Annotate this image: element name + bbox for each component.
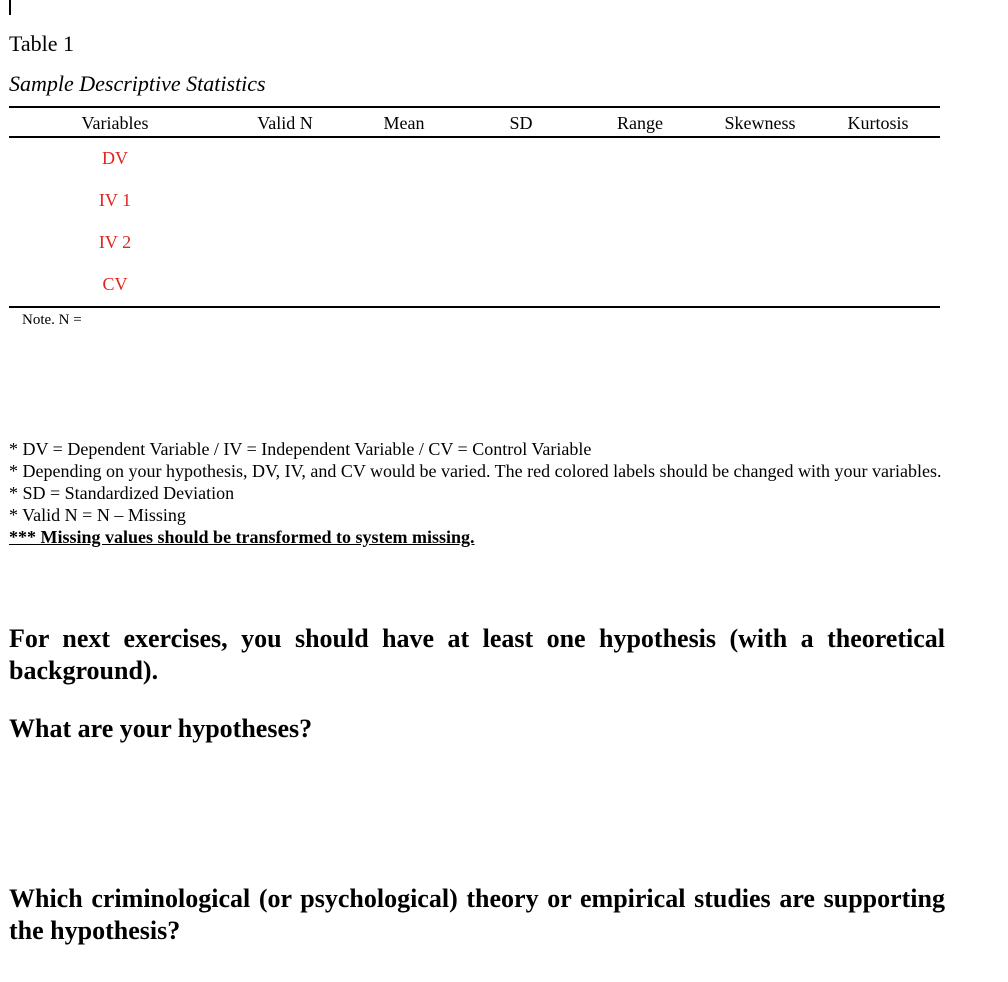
table-number: Table 1 [9,31,75,56]
table-note: Note. N = [22,312,82,328]
table-header-rule [9,136,940,138]
row-label-cv: CV [102,274,128,294]
column-header-range: Range [617,113,663,133]
note-sd: * SD = Standardized Deviation [9,483,235,503]
column-header-skewness: Skewness [724,113,796,133]
column-header-kurtosis: Kurtosis [847,113,909,133]
notes-list [9,438,945,548]
table-bottom-rule [9,306,940,308]
column-header-variables: Variables [81,113,149,133]
row-label-iv1: IV 1 [98,190,132,210]
text-cursor [9,0,11,15]
column-header-valid-n: Valid N [257,113,313,133]
question-hypotheses: What are your hypotheses? [9,714,313,743]
question-theory: Which criminological (or psychological) theory or empirical studies are supporting the hypothesis? [9,884,945,945]
row-label-dv: DV [102,148,128,168]
column-header-mean: Mean [383,113,425,133]
note-variables: * Depending on your hypothesis, DV, IV, and CV would be varied. The red colored labels should be changed with your variables. [9,461,942,481]
row-label-iv2: IV 2 [98,232,132,252]
note-abbreviations: * DV = Dependent Variable / IV = Independent Variable / CV = Control Variable [9,439,592,459]
column-header-sd: SD [509,113,533,133]
table-top-rule [9,106,940,108]
table-caption: Sample Descriptive Statistics [9,71,266,96]
note-valid-n: * Valid N = N – Missing [9,505,186,525]
note-missing-values: *** Missing values should be transformed to system missing. [9,527,475,547]
exercise-instruction: For next exercises, you should have at least one hypothesis (with a theoretical background). [9,624,945,685]
